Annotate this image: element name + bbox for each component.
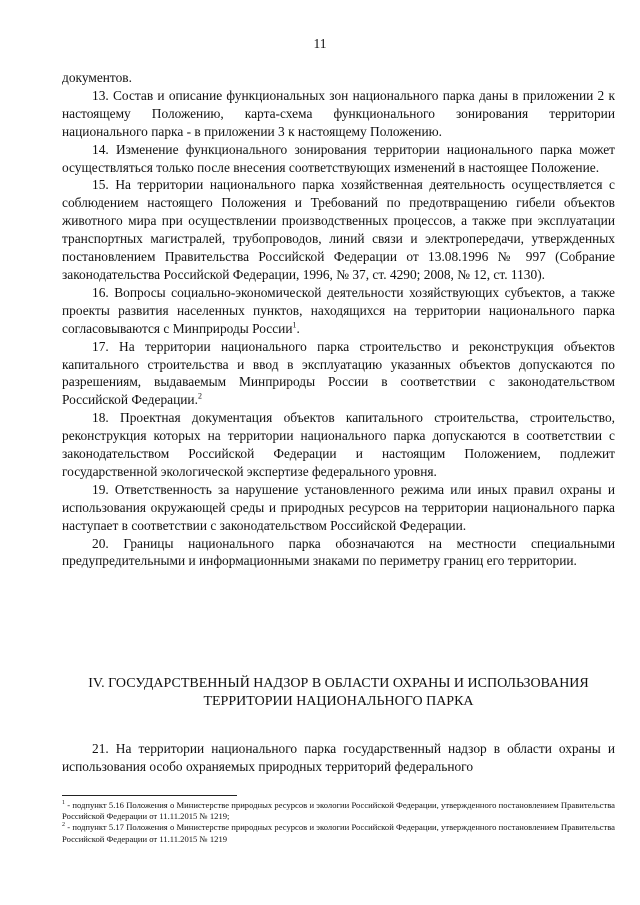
footnote-1: $^1$ - подпункт 5.16 Положения о Министерстве природных ресурсов и экологии Российской Федерации, утвержденного постановлением Правительства Российской Федерации от 11.11.2015 № 1219;	[62, 800, 615, 822]
paragraph-13: 13. Состав и описание функциональных зон национального парка даны в приложении 2 к настоящему Положению, карта-схема функционального зонирования территории национального парка - в приложении 3 к настоящему Положению.	[62, 87, 615, 139]
paragraph-16: 16. Вопросы социально-экономической деятельности хозяйствующих субъектов, а также проекты развития населенных пунктов, находящихся на территории национального парка согласовываются с Минприроды России$^1$.	[62, 284, 615, 336]
section-heading	[62, 675, 615, 711]
paragraph-21: 21. На территории национального парка государственный надзор в области охраны и использования особо охраняемых природных территорий федерального	[62, 741, 615, 774]
section-heading-line-1: IV. ГОСУДАРСТВЕННЫЙ НАДЗОР В ОБЛАСТИ ОХРАНЫ И ИСПОЛЬЗОВАНИЯ	[88, 676, 589, 691]
paragraph-continuation: документов.	[62, 70, 132, 85]
section-body	[62, 740, 615, 776]
footnote-ref-2: 2	[197, 391, 202, 401]
paragraph-17: 17. На территории национального парка строительство и реконструкция объектов капитального строительства и ввод в эксплуатацию указанных объектов допускаются по разрешениям, выдаваемым Минприроды России в соответствии с законодательством Российской Федерации.$^2$	[62, 338, 615, 408]
paragraph-20: 20. Границы национального парка обозначаются на местности специальными предупредительными и информационными знаками по периметру границ его территории.	[62, 535, 615, 569]
paragraph-15: 15. На территории национального парка хозяйственная деятельность осуществляется с соблюдением настоящего Положения и Требований по предотвращению гибели объектов животного мира при осуществлении производственных процессов, а также при эксплуатации транспортных магистралей, трубопроводов, линий связи и электропередачи, утвержденных постановлением Правительства Российской Федерации от 13.08.1996 № 997 (Собрание законодательства Российской Федерации, 1996, № 37, ст. 4290; 2008, № 12, ст. 1130).	[62, 177, 615, 282]
page-number: 11	[313, 36, 327, 51]
paragraph-18: 18. Проектная документация объектов капитального строительства, строительство, реконструкция которых на территории национального парка допускаются в соответствии с законодательством Российской Федерации и настоящим Положением, подлежит государственной экологической экспертизе федерального уровня.	[62, 410, 615, 479]
footnotes	[62, 800, 615, 845]
body-text	[62, 69, 615, 570]
footnote-divider	[62, 795, 237, 796]
paragraph-14: 14. Изменение функционального зонирования территории национального парка может осуществляться только после внесения соответствующих изменений в настоящее Положение.	[62, 141, 615, 175]
footnote-2: $^2$ - подпункт 5.17 Положения о Министерстве природных ресурсов и экологии Российской Федерации, утвержденного постановлением Правительства Российской Федерации от 11.11.2015 № 1219	[62, 822, 615, 844]
section-heading-line-2: ТЕРРИТОРИИ НАЦИОНАЛЬНОГО ПАРКА	[203, 694, 474, 709]
footnote-ref-1: 1	[292, 320, 297, 330]
paragraph-19: 19. Ответственность за нарушение установленного режима или иных правил охраны и использования окружающей среды и природных ресурсов на территории национального парка наступает в соответствии с законодательством Российской Федерации.	[62, 481, 615, 533]
